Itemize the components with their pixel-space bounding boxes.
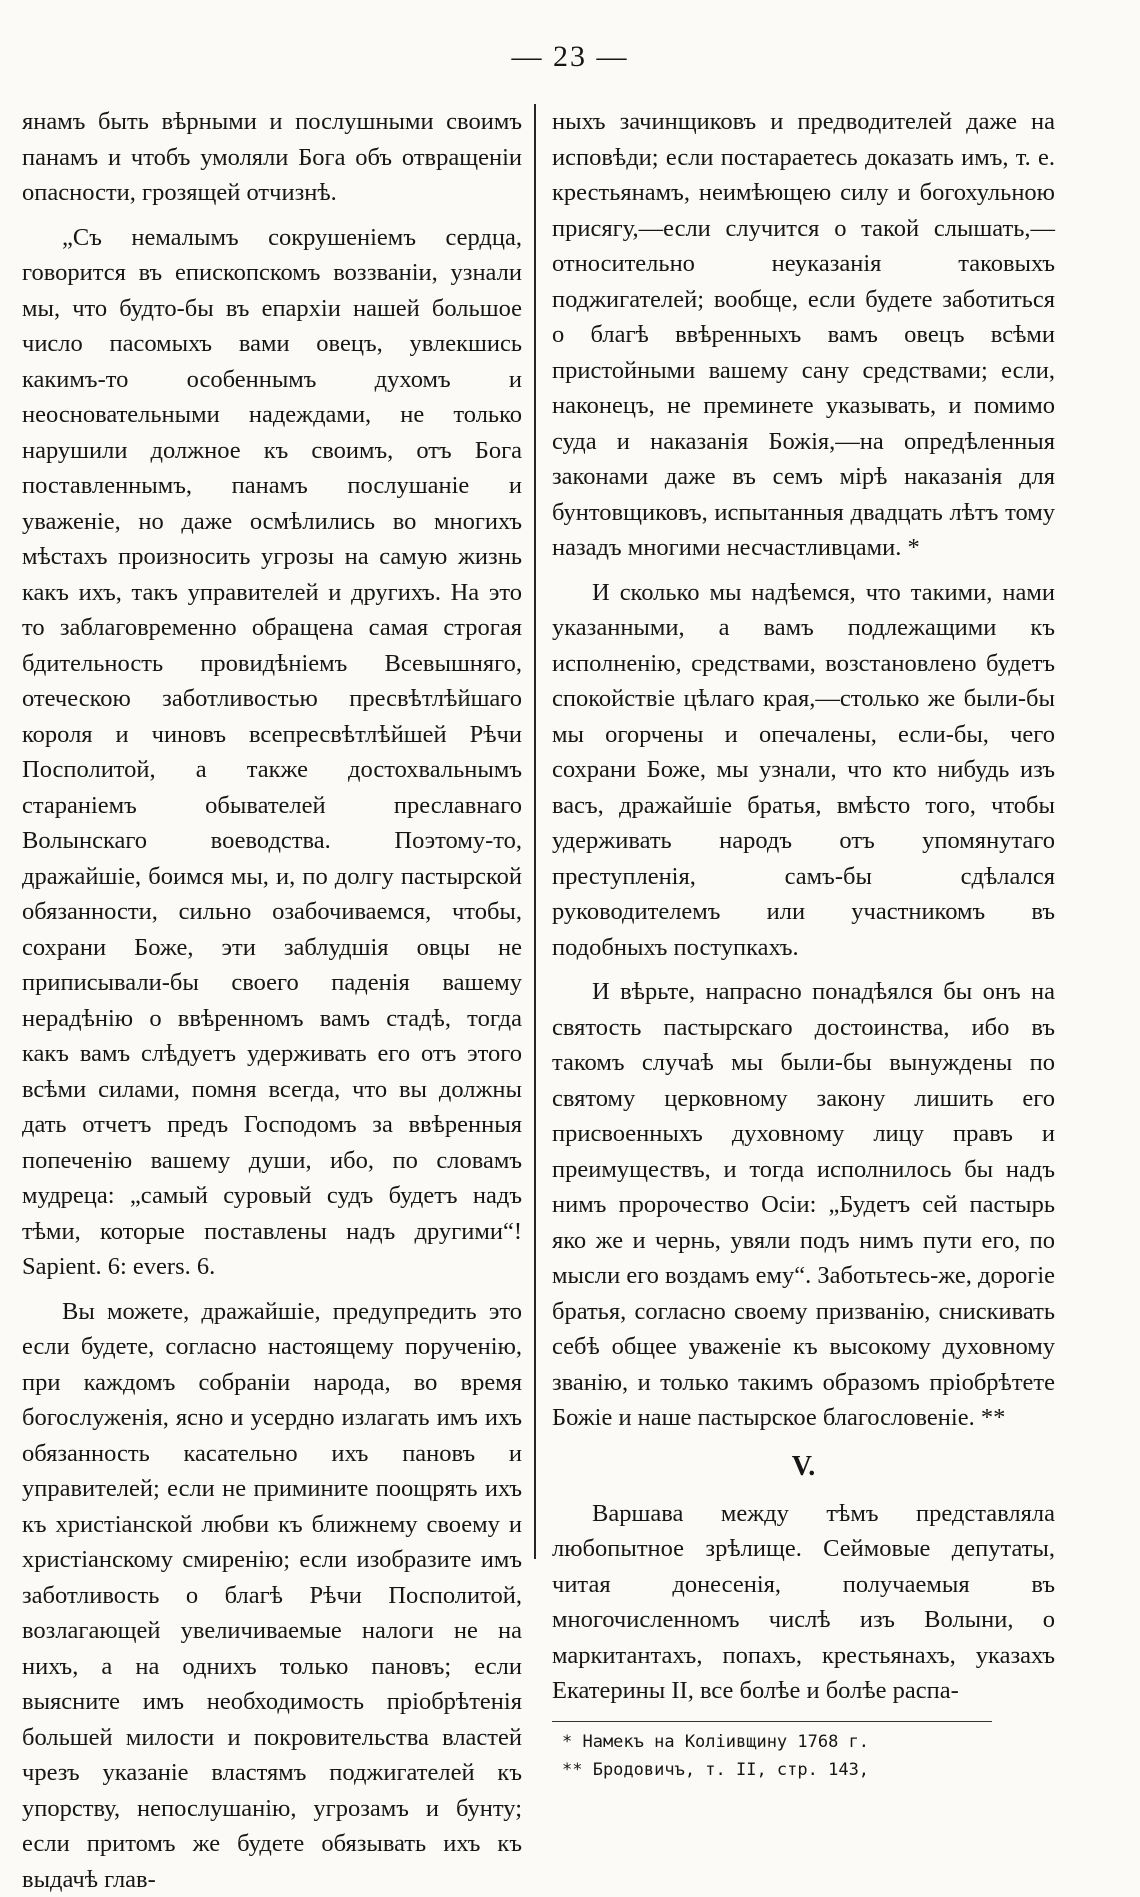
right-column (552, 104, 1055, 1784)
footnotes (552, 1728, 1055, 1784)
left-paragraph-3: Вы можете, дражайшіе, предупредить это если будете, согласно настоящему порученію, при каждомъ собраніи народа, во время богослуженія, ясно и усердно излагать имъ ихъ обязанность касательно ихъ пановъ и управителей; если не примините поощрять ихъ къ христіанской любви къ ближнему своему и христіанскому смиренію; если изобразите имъ заботливость о благѣ Рѣчи Посполитой, возлагающей увеличиваемые налоги не на нихъ, а на однихъ только пановъ; если выясните имъ необходимость пріобрѣтенія большей милости и покровительства властей чрезъ указаніе властямъ поджигателей къ упорству, непослушанію, угрозамъ и бунту; если притомъ же будете обязывать ихъ къ выдачѣ глав- (22, 1294, 522, 1897)
footnote-divider (552, 1721, 992, 1722)
left-column (22, 104, 522, 1897)
right-paragraph-1: ныхъ зачинщиковъ и предводителей даже на исповѣди; если постараетесь доказать имъ, т. е. крестьянамъ, неимѣющею силу и богохульною присягу,—если случится о такой слышать,—относительно неуказанія таковыхъ поджигателей; вообще, если будете заботиться о благѣ ввѣренныхъ вамъ овецъ всѣми пристойными вашему сану средствами; если, наконецъ, не преминете указывать, и помимо суда и наказанія Божія,—на опредѣленныя законами даже въ семъ мірѣ наказанія для бунтовщиковъ, испытанныя двадцать лѣтъ тому назадъ многими несчастливцами. * (552, 104, 1055, 566)
right-paragraph-2: И сколько мы надѣемся, что такими, нами указанными, а вамъ подлежащими къ исполненію, средствами, возстановлено будетъ спокойствіе цѣлаго края,—столько же были-бы мы огорчены и опечалены, если-бы, чего сохрани Боже, мы узнали, что кто нибудь изъ васъ, дражайшіе братья, вмѣсто того, чтобы удерживать народъ отъ упомянутаго преступленія, самъ-бы сдѣлался руководителемъ или участникомъ въ подобныхъ поступкахъ. (552, 575, 1055, 966)
left-paragraph-2: „Съ немалымъ сокрушеніемъ сердца, говорится въ епископскомъ воззваніи, узнали мы, что будто-бы въ епархіи нашей большое число пасомыхъ вами овецъ, увлекшись какимъ-то особеннымъ духомъ и неосновательными надеждами, не только нарушили должное къ своимъ, отъ Бога поставленнымъ, панамъ послушаніе и уваженіе, но даже осмѣлились во многихъ мѣстахъ произносить угрозы на самую жизнь какъ ихъ, такъ управителей и другихъ. На это то заблаговременно обращена самая строгая бдительность провидѣніемъ Всевышняго, отеческою заботливостью пресвѣтлѣйшаго короля и чиновъ всепресвѣтлѣйшей Рѣчи Посполитой, а также достохвальнымъ стараніемъ обывателей преславнаго Волынскаго воеводства. Поэтому-то, дражайшіе, боимся мы, и, по долгу пастырской обязанности, сильно озабочиваемся, чтобы, сохрани Боже, эти заблудшія овцы не приписывали-бы своего паденія вашему нерадѣнію о ввѣренномъ вамъ стадѣ, тогда какъ вамъ слѣдуетъ удерживать его отъ этого всѣми силами, помня всегда, что вы должны дать отчетъ предъ Господомъ за ввѣренныя попеченію вашему души, ибо, по словамъ мудреца: „самый суровый судъ будетъ надъ тѣми, которые поставлены надъ другими“! Sapient. 6: evers. 6. (22, 220, 522, 1285)
column-divider (534, 104, 536, 1559)
left-paragraph-1: янамъ быть вѣрными и послушными своимъ панамъ и чтобъ умоляли Бога объ отвращеніи опасности, грозящей отчизнѣ. (22, 104, 522, 211)
page-number: — 23 — (0, 40, 1140, 74)
right-paragraph-3: И вѣрьте, напрасно понадѣялся бы онъ на святость пастырскаго достоинства, ибо въ такомъ случаѣ мы были-бы вынуждены по святому церковному закону лишить его присвоенныхъ духовному лицу правъ и преимуществъ, и тогда исполнилось бы надъ нимъ пророчество Осіи: „Будетъ сей пастырь яко же и чернь, увяли подъ нимъ пути его, по мысли его воздамъ ему“. Заботьтесь-же, дорогіе братья, согласно своему призванію, снискивать себѣ общее уваженіе къ высокому духовному званію, и только такимъ образомъ пріобрѣтете Божіе и наше пастырское благословеніе. ** (552, 974, 1055, 1436)
section-paragraph: Варшава между тѣмъ представляла любопытное зрѣлище. Сеймовые депутаты, читая донесенія, получаемыя въ многочисленномъ числѣ изъ Волыни, о маркитантахъ, попахъ, крестьянахъ, указахъ Екатерины II, все болѣе и болѣе распа- (552, 1496, 1055, 1709)
section-heading: V. (552, 1452, 1055, 1482)
footnote-2: ** Бродовичъ, т. II, стр. 143, (562, 1756, 1055, 1784)
footnote-1: * Намекъ на Колiивщину 1768 г. (562, 1728, 1055, 1756)
